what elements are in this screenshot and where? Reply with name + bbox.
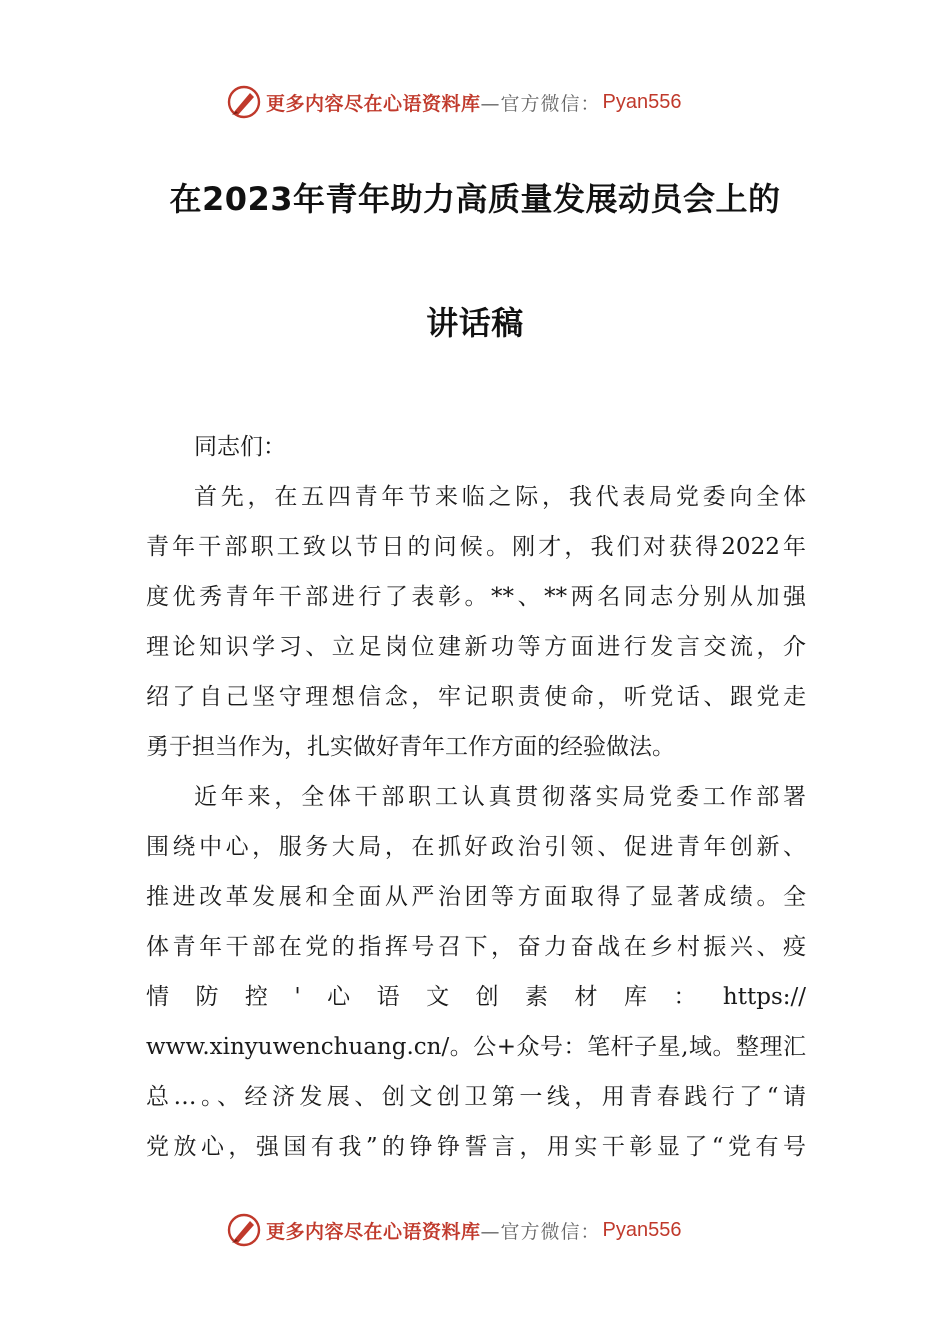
salutation: 同志们：: [194, 434, 286, 460]
watermark-banner-top: [226, 82, 682, 122]
body-line: 近年来，全体干部职工认真贯彻落实局党委工作部署: [194, 784, 806, 810]
pen-logo-icon: [226, 84, 262, 120]
body-line: 勇于担当作为，扎实做好青年工作方面的经验做法。: [146, 734, 675, 760]
document-body: [146, 422, 806, 1172]
body-line: 体青年干部在党的指挥号召下，奋力奋战在乡村振兴、疫: [146, 934, 806, 960]
watermark-tail: —官方微信：: [480, 92, 601, 115]
body-line: 度优秀青年干部进行了表彰。**、**两名同志分别从加强: [146, 584, 806, 610]
body-line: www.xinyuwenchuang.cn/。公+众号：笔杆子星,域。整理汇: [146, 1034, 806, 1060]
watermark-wechat-id: Pyan556: [602, 1218, 682, 1241]
watermark-lead: 更多内容尽在心语资料库: [266, 1220, 481, 1243]
body-line: 围绕中心，服务大局，在抓好政治引领、促进青年创新、: [146, 834, 806, 860]
watermark-tail: —官方微信：: [480, 1220, 601, 1243]
pen-logo-icon: [226, 1212, 262, 1248]
body-line: 青年干部职工致以节日的问候。刚才，我们对获得2022年: [146, 534, 806, 560]
document-title-line-2: 讲话稿: [426, 304, 524, 342]
watermark-wechat-id: Pyan556: [602, 90, 682, 113]
document-title-line-1: 在2023年青年助力高质量发展动员会上的: [169, 180, 781, 218]
body-line: 首先，在五四青年节来临之际，我代表局党委向全体: [194, 484, 806, 510]
body-line: 理论知识学习、立足岗位建新功等方面进行发言交流，介: [146, 634, 806, 660]
body-line: 党放心，强国有我”的铮铮誓言，用实干彰显了“党有号: [146, 1134, 806, 1160]
body-line: 推进改革发展和全面从严治团等方面取得了显著成绩。全: [146, 884, 806, 910]
watermark-banner-bottom: [226, 1210, 682, 1250]
body-line: 情防控'心语文创素材库：https://: [146, 984, 806, 1010]
watermark-lead: 更多内容尽在心语资料库: [266, 92, 481, 115]
body-line: 绍了自己坚守理想信念，牢记职责使命，听党话、跟党走: [146, 684, 806, 710]
body-line: 总…。、经济发展、创文创卫第一线，用青春践行了“请: [146, 1084, 806, 1110]
